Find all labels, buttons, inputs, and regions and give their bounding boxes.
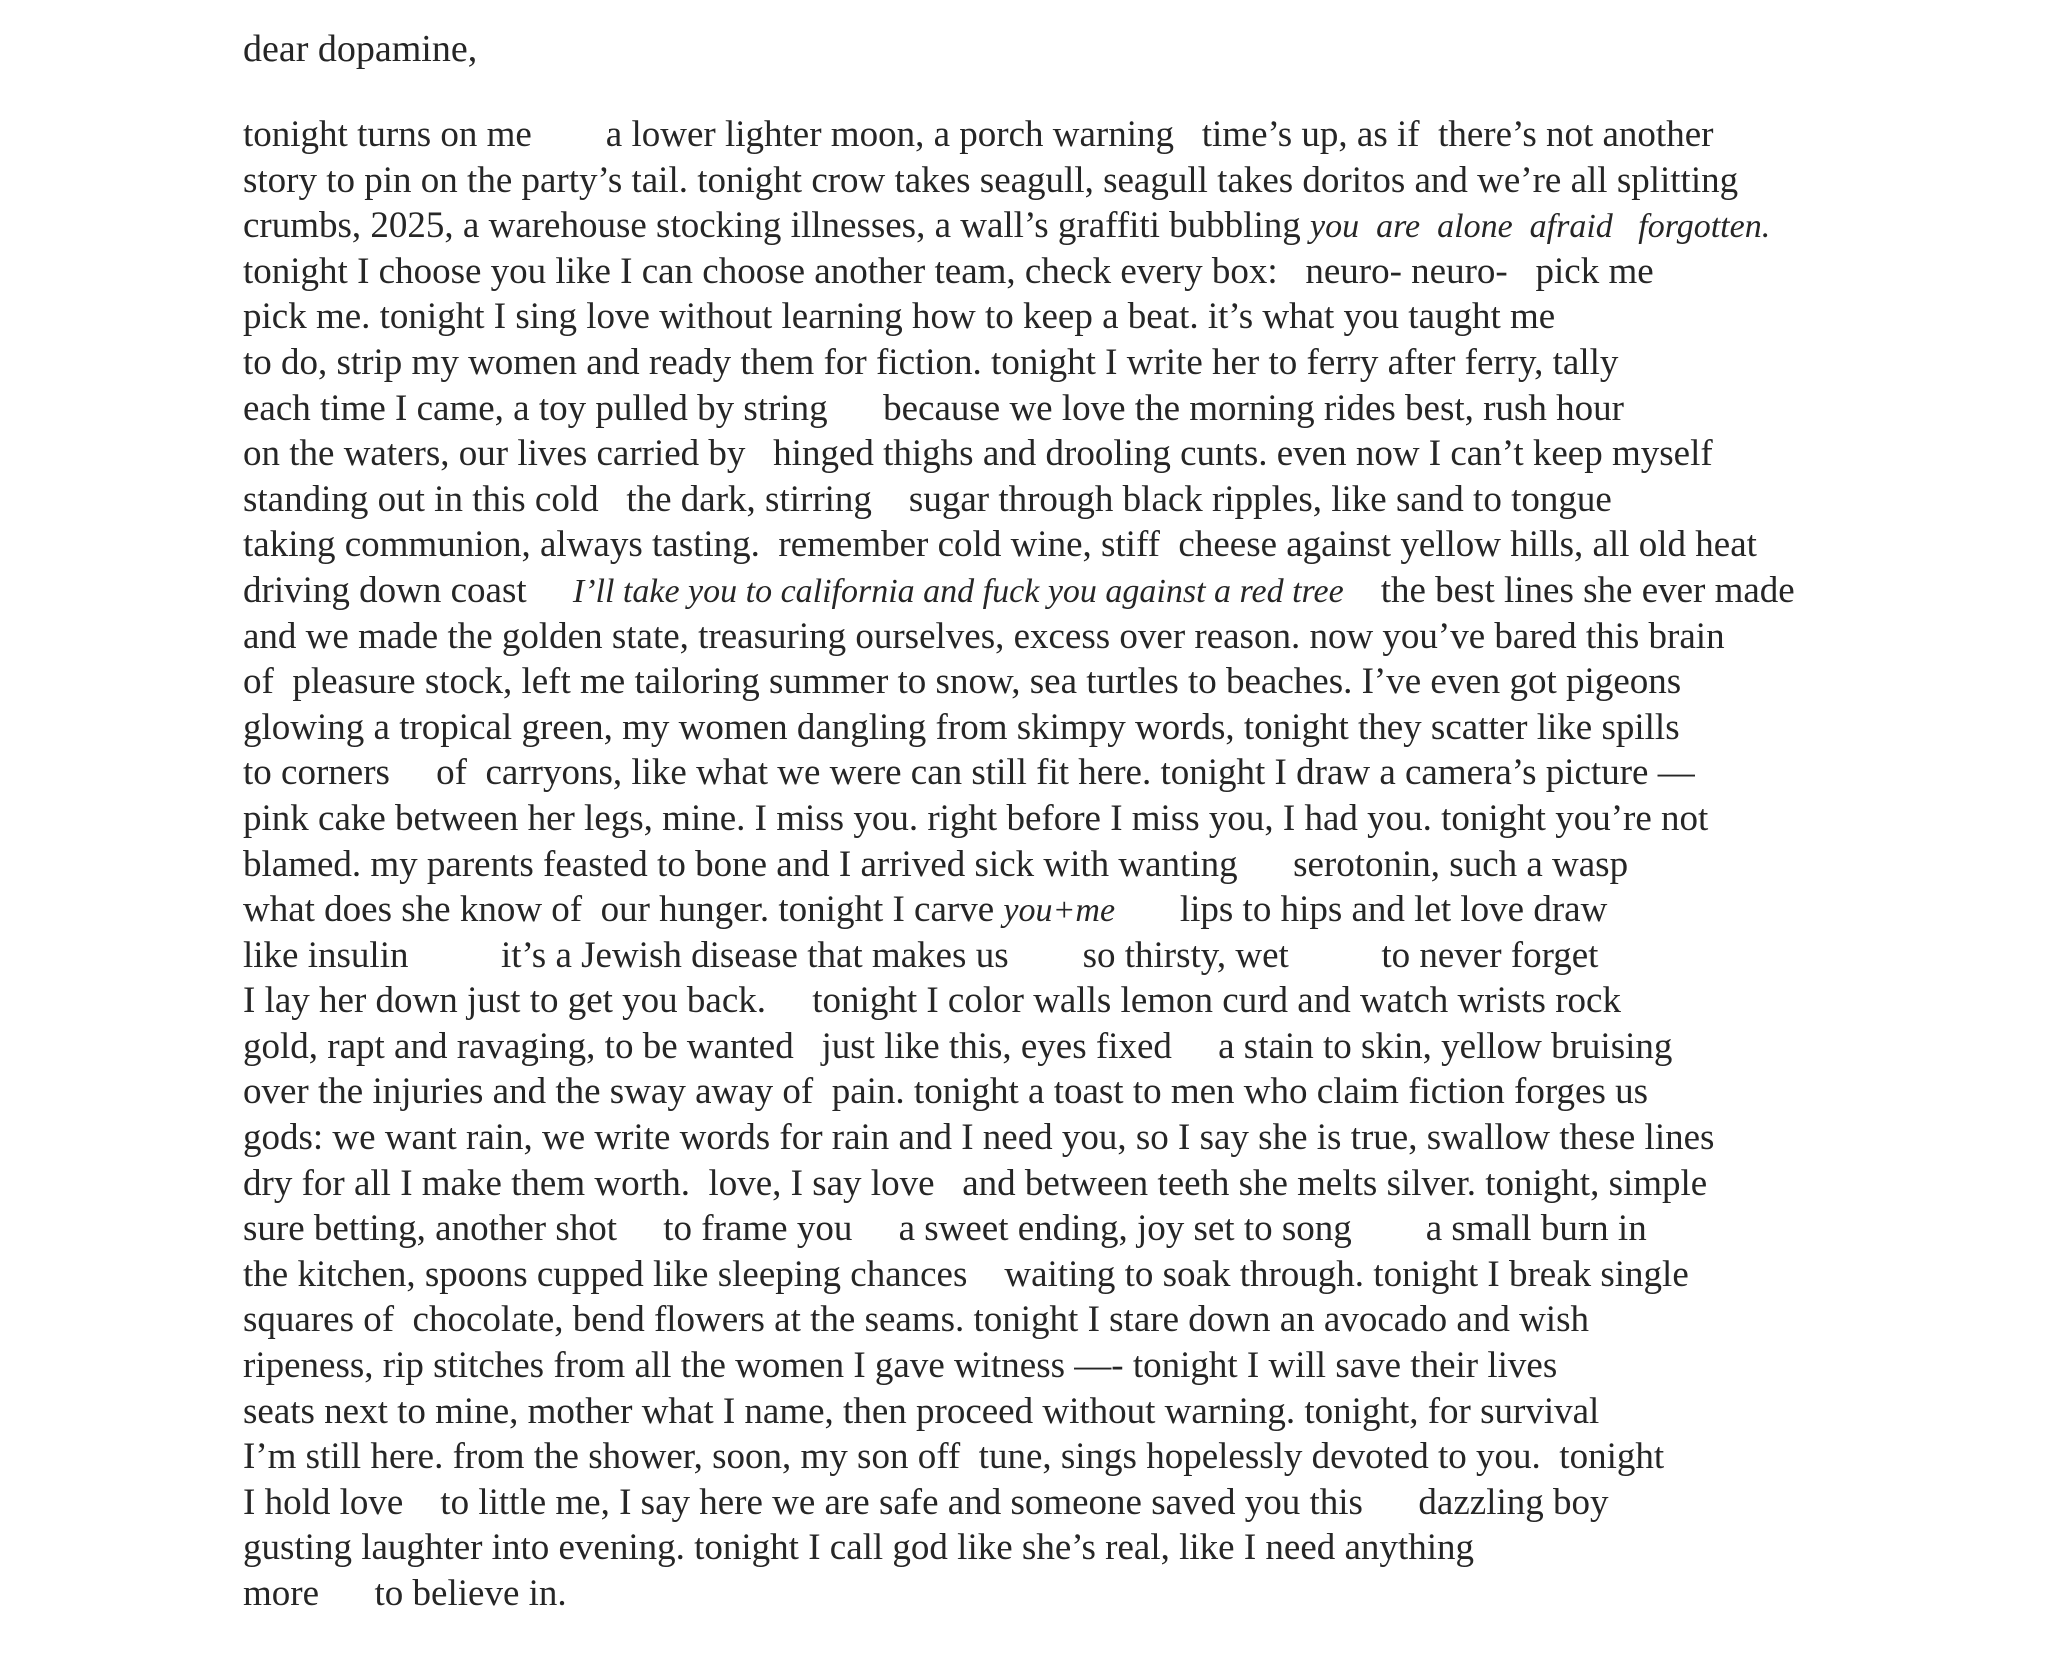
- poem-italic-phrase: you+me: [1003, 892, 1116, 930]
- poem-text: seats next to mine, mother what I name, then proceed without warning. tonight, for survival: [243, 1390, 1600, 1432]
- poem-line: [243, 842, 2033, 888]
- poem-line: [243, 1389, 2033, 1435]
- poem-italic-phrase: I’ll take you to california and fuck you against a red tree: [572, 572, 1344, 610]
- poem-text: lips to hips and let love draw: [1115, 889, 1608, 931]
- poem-text: like insulin it’s a Jewish disease that makes us so thirsty, wet to never forget: [243, 934, 1599, 976]
- poem-text: blamed. my parents feasted to bone and I arrived sick with wanting serotonin, such a wasp: [243, 843, 1629, 885]
- poem-line: [243, 796, 2033, 842]
- poem-line: [243, 112, 2033, 158]
- poem-text: and we made the golden state, treasuring ourselves, excess over reason. now you’ve bared this brain: [243, 615, 1725, 657]
- poem-text: what does she know of our hunger. tonight I carve: [243, 889, 1004, 931]
- poem-text: crumbs, 2025, a warehouse stocking illnesses, a wall’s graffiti bubbling: [243, 205, 1310, 247]
- poem-line: [243, 477, 2033, 523]
- poem-text: the best lines she ever made: [1343, 569, 1795, 611]
- poem-line: [243, 705, 2033, 751]
- poem-text: of pleasure stock, left me tailoring summer to snow, sea turtles to beaches. I’ve even got pigeons: [243, 661, 1682, 703]
- poem-text: taking communion, always tasting. remember cold wine, stiff cheese against yellow hills, all old heat: [243, 524, 1757, 566]
- poem-text: I hold love to little me, I say here we are safe and someone saved you this dazzling boy: [243, 1481, 1609, 1523]
- poem-text: I’m still here. from the shower, soon, my son off tune, sings hopelessly devoted to you. tonight: [243, 1436, 1665, 1478]
- poem-text: driving down coast: [243, 569, 573, 611]
- poem-text: gusting laughter into evening. tonight I call god like she’s real, like I need anything: [243, 1527, 1474, 1569]
- salutation: dear dopamine,: [243, 28, 478, 70]
- poem-line: [243, 1571, 2033, 1617]
- poem-line: [243, 978, 2033, 1024]
- poem-text: gold, rapt and ravaging, to be wanted just like this, eyes fixed a stain to skin, yellow bruising: [243, 1025, 1673, 1067]
- poem-line: [243, 1206, 2033, 1252]
- poem-line: [243, 158, 2033, 204]
- poem-line: [243, 294, 2033, 340]
- poem-text: on the waters, our lives carried by hinged thighs and drooling cunts. even now I can’t keep myself: [243, 433, 1713, 475]
- poem-text: tonight turns on me a lower lighter moon, a porch warning time’s up, as if there’s not another: [243, 114, 1714, 155]
- poem-line: [243, 1480, 2033, 1526]
- poem-text: pink cake between her legs, mine. I miss you. right before I miss you, I had you. tonight you’re not: [243, 797, 1709, 839]
- poem-line: [243, 1525, 2033, 1571]
- poem-line: [243, 1115, 2033, 1161]
- poem-line: [243, 887, 2033, 933]
- poem-line: [243, 431, 2033, 477]
- poem-text: ripeness, rip stitches from all the women I gave witness —- tonight I will save their lives: [243, 1345, 1558, 1387]
- poem-text: gods: we want rain, we write words for rain and I need you, so I say she is true, swallow these lines: [243, 1117, 1715, 1159]
- poem-line: [243, 659, 2033, 705]
- poem-text: dry for all I make them worth. love, I say love and between teeth she melts silver. tonight, simple: [243, 1162, 1708, 1204]
- poem-line: [243, 340, 2033, 386]
- poem-text: the kitchen, spoons cupped like sleeping chances waiting to soak through. tonight I break single: [243, 1253, 1689, 1295]
- poem-text: to corners of carryons, like what we were can still fit here. tonight I draw a camera’s picture —: [243, 752, 1695, 794]
- poem-text: glowing a tropical green, my women dangling from skimpy words, tonight they scatter like spills: [243, 706, 1680, 748]
- poem-text: each time I came, a toy pulled by string because we love the morning rides best, rush hour: [243, 387, 1624, 429]
- poem-line: [243, 614, 2033, 660]
- poem-line: [243, 1343, 2033, 1389]
- poem-line: [243, 1024, 2033, 1070]
- poem-line: [243, 203, 2033, 249]
- poem-body: [243, 112, 2033, 1617]
- poem-line: [243, 522, 2033, 568]
- poem-text: squares of chocolate, bend flowers at the seams. tonight I stare down an avocado and wish: [243, 1299, 1589, 1341]
- poem-text: standing out in this cold the dark, stirring sugar through black ripples, like sand to tongue: [243, 478, 1612, 520]
- poem-text: to do, strip my women and ready them for fiction. tonight I write her to ferry after ferry, tally: [243, 341, 1619, 383]
- poem-line: [243, 1161, 2033, 1207]
- poem-line: [243, 1252, 2033, 1298]
- poem-text: story to pin on the party’s tail. tonight crow takes seagull, seagull takes doritos and we’re all splitting: [243, 159, 1739, 201]
- poem-text: pick me. tonight I sing love without learning how to keep a beat. it’s what you taught me: [243, 296, 1556, 338]
- poem-line: [243, 249, 2033, 295]
- poem-line: [243, 750, 2033, 796]
- poem-text: over the injuries and the sway away of pain. tonight a toast to men who claim fiction forges us: [243, 1071, 1648, 1113]
- poem-line: [243, 568, 2033, 614]
- poem-italic-phrase: you are alone afraid forgotten.: [1309, 208, 1771, 246]
- poem-text: sure betting, another shot to frame you a sweet ending, joy set to song a small burn in: [243, 1208, 1647, 1250]
- poem-text: more to believe in.: [243, 1573, 567, 1614]
- poem-text: tonight I choose you like I can choose another team, check every box: neuro- neuro- pick me: [243, 250, 1654, 292]
- poem-line: [243, 386, 2033, 432]
- poem-text: I lay her down just to get you back. tonight I color walls lemon curd and watch wrists rock: [243, 980, 1621, 1022]
- poem-line: [243, 933, 2033, 979]
- poem-line: [243, 1297, 2033, 1343]
- poem-line: [243, 1434, 2033, 1480]
- poem-line: [243, 1069, 2033, 1115]
